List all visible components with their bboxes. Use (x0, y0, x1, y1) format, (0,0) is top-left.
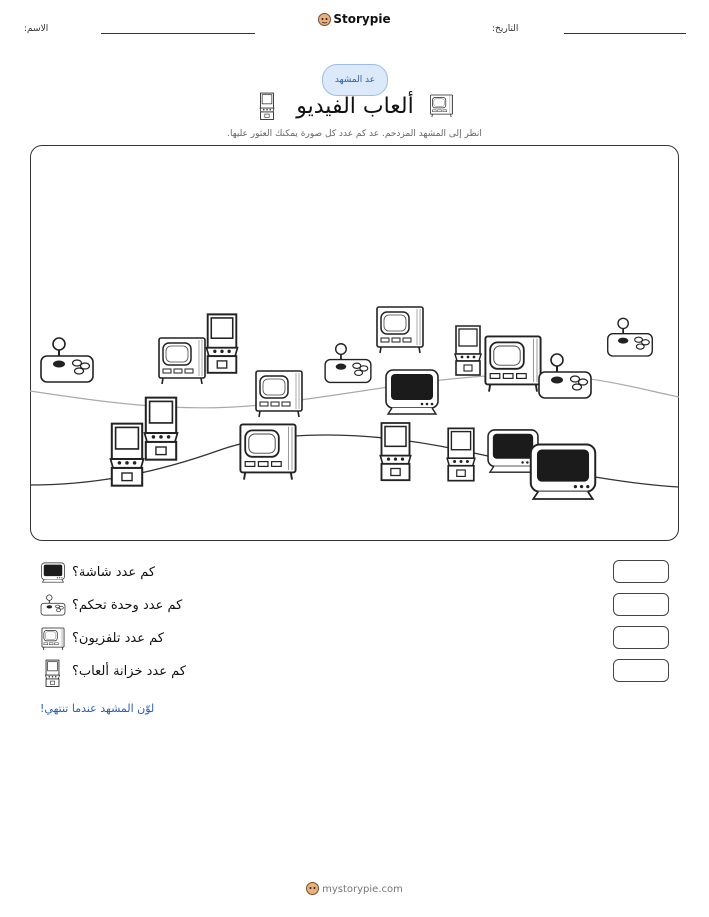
date-line[interactable] (564, 33, 686, 34)
answer-box-screen[interactable] (613, 560, 669, 583)
tv-icon (429, 94, 454, 118)
question-row-controller (0, 593, 709, 621)
scene-arcade-3 (142, 394, 180, 462)
question-text-screen: كم عدد شاشة؟ (72, 565, 156, 580)
storypie-logo-icon (306, 881, 319, 898)
scene-controller-4 (537, 350, 593, 404)
date-label: التاريخ: (492, 24, 519, 34)
scene-arcade-4 (108, 419, 146, 489)
scene-controller-1 (39, 336, 95, 386)
scene-tv-1 (157, 336, 207, 386)
activity-badge: عد المشهد (322, 64, 388, 96)
page-title: ألعاب الفيديو (296, 94, 414, 119)
scene-controller-3 (606, 316, 654, 360)
scene-tv-5 (238, 422, 298, 482)
name-label: الاسم: (24, 24, 49, 34)
question-row-arcade (0, 659, 709, 687)
instructions: انظر إلى المشهد المزدحم. عد كم عدد كل صورة يمكنك العثور عليها. (227, 129, 482, 139)
brand (0, 12, 709, 26)
scene-arcade-6 (445, 426, 477, 482)
scene-tv-3 (483, 334, 543, 394)
scene-screen-3 (527, 442, 599, 504)
controller-icon (40, 594, 66, 617)
answer-box-controller[interactable] (613, 593, 669, 616)
scene-arcade-2 (453, 323, 483, 377)
question-text-controller: كم عدد وحدة تحكم؟ (72, 598, 183, 613)
footer (0, 881, 709, 898)
storypie-logo-icon (318, 12, 331, 26)
footer-url[interactable]: mystorypie.com (322, 884, 403, 895)
brand-name: Storypie (333, 12, 391, 26)
answer-box-tv[interactable] (613, 626, 669, 649)
scene-tv-2 (375, 304, 425, 356)
question-text-arcade: كم عدد خزانة ألعاب؟ (72, 664, 186, 679)
arcade-cabinet-icon (44, 659, 61, 687)
search-scene[interactable] (30, 145, 679, 541)
question-row-screen (0, 560, 709, 588)
tv-icon (41, 627, 65, 651)
name-line[interactable] (101, 33, 255, 34)
scene-arcade-1 (204, 312, 240, 374)
scene-tv-4 (254, 368, 304, 420)
color-note: لوّن المشهد عندما تنتهي! (40, 702, 155, 715)
screen-icon (40, 562, 66, 584)
question-row-tv (0, 626, 709, 654)
scene-controller-2 (323, 342, 373, 386)
question-text-tv: كم عدد تلفزيون؟ (72, 631, 164, 646)
answer-box-arcade[interactable] (613, 659, 669, 682)
scene-arcade-5 (378, 419, 413, 483)
scene-screen-1 (384, 367, 440, 419)
